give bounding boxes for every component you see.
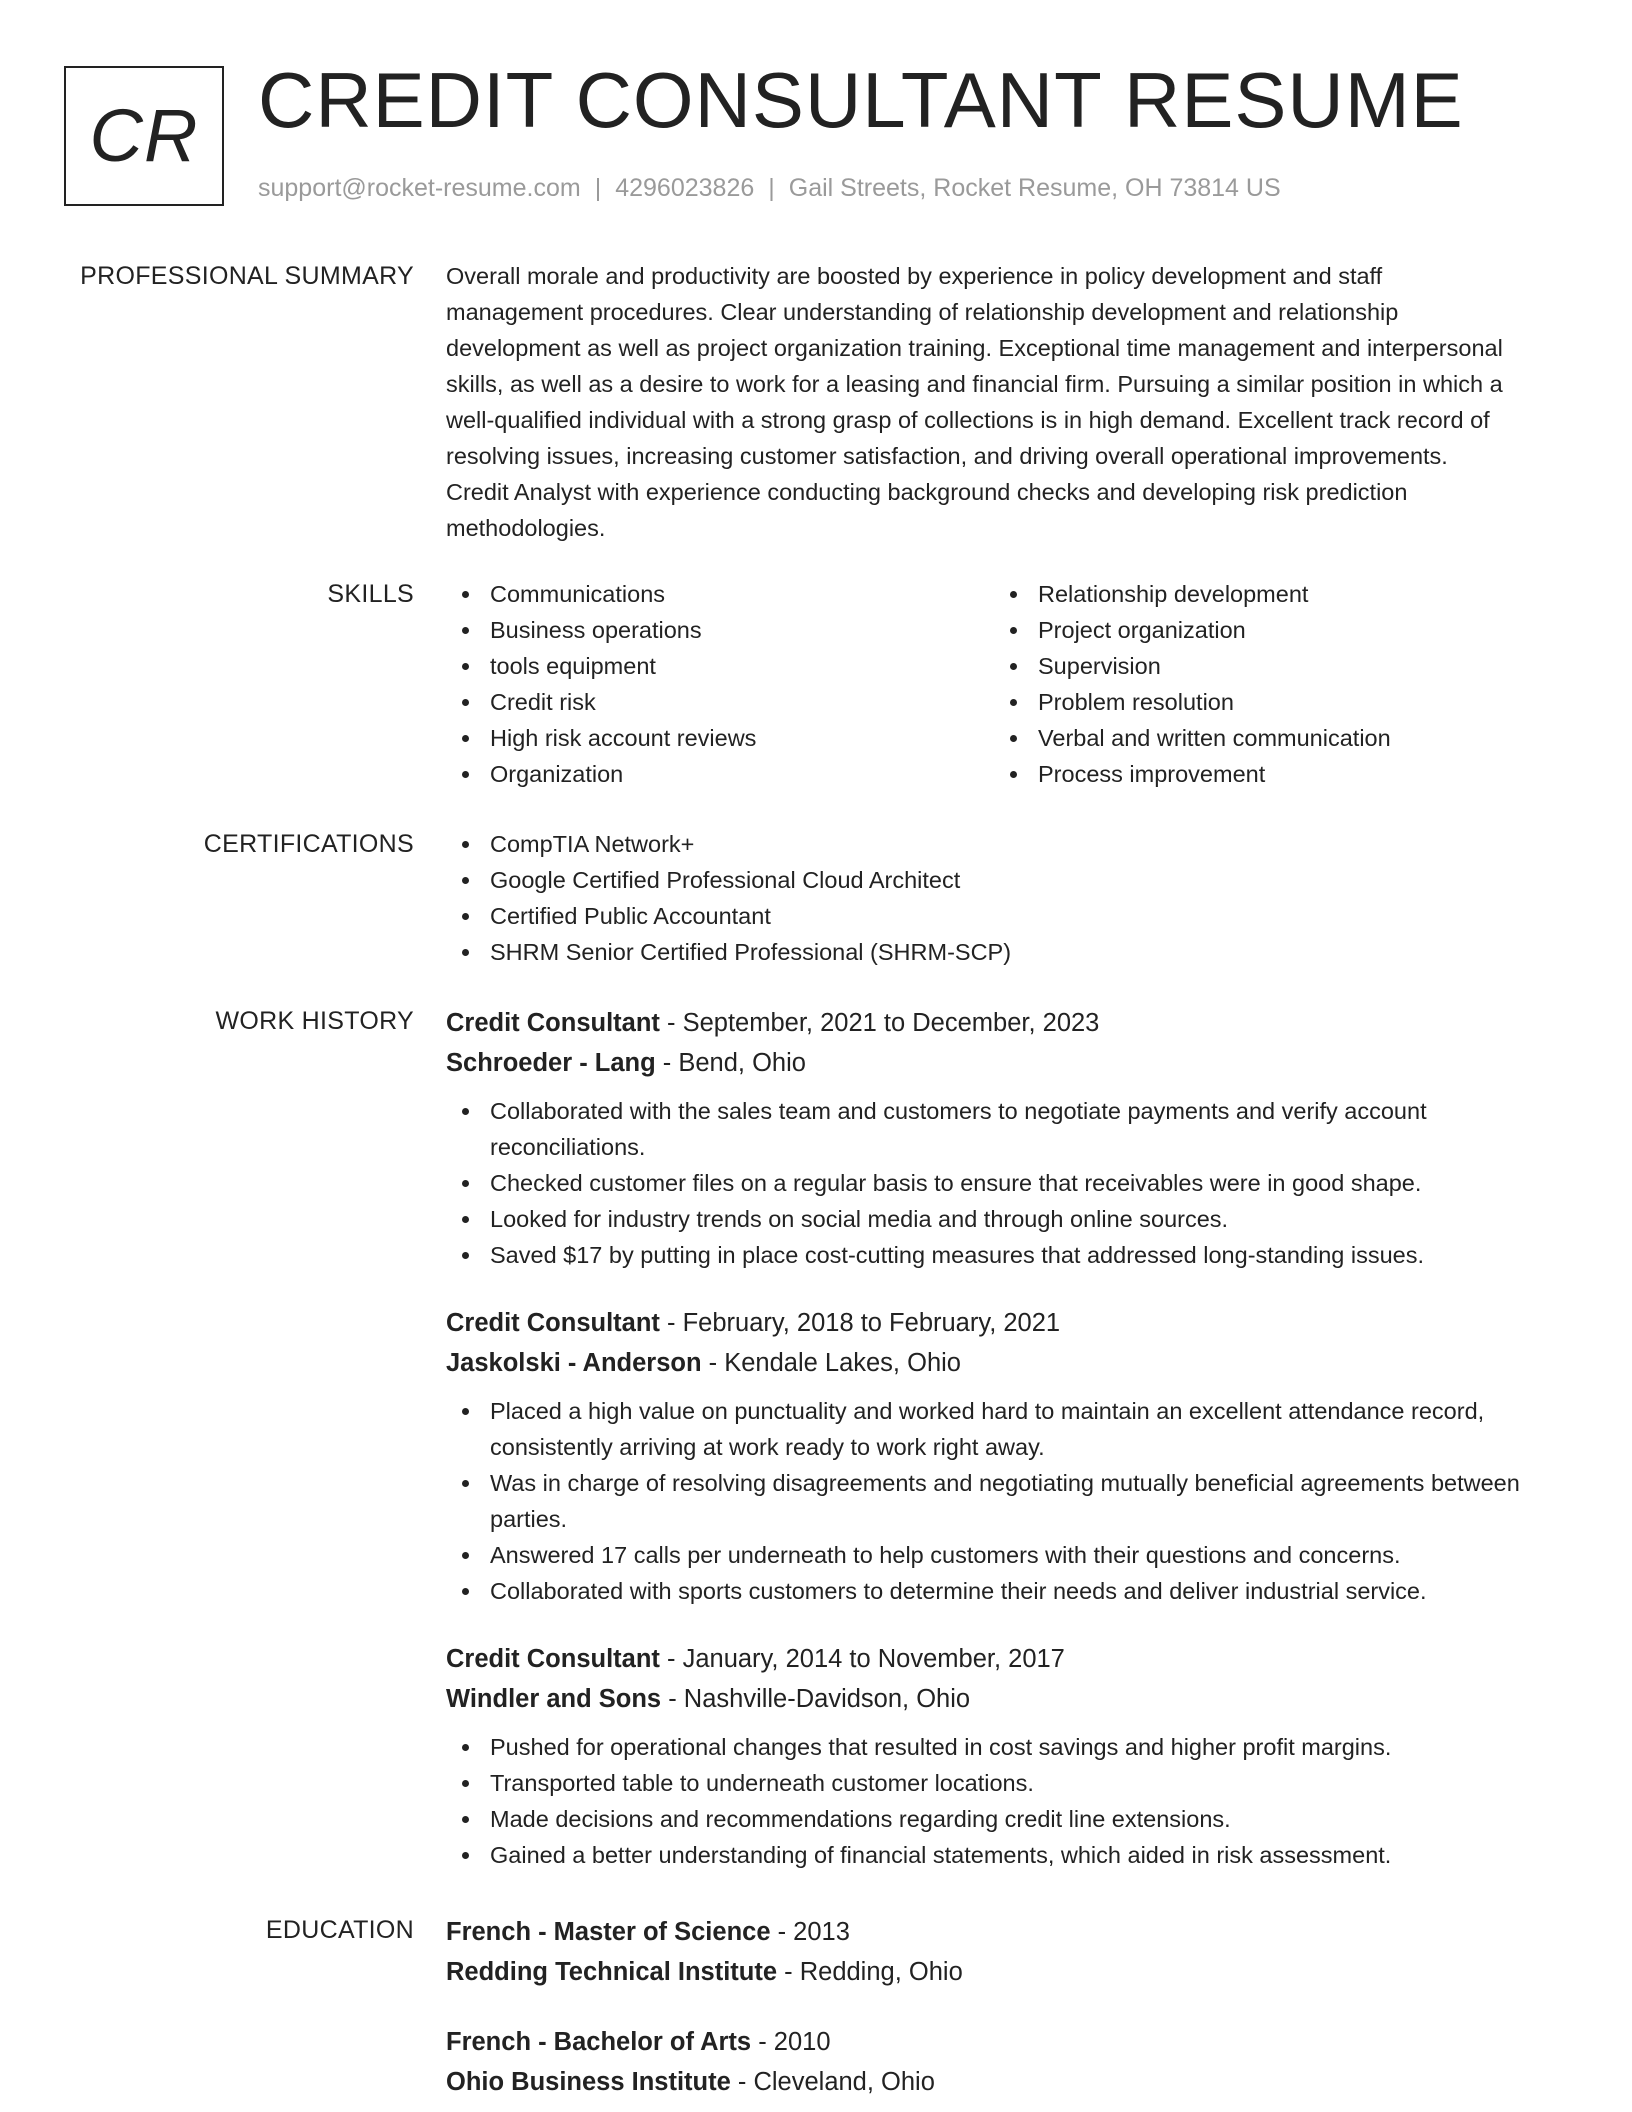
job-title-line bbox=[446, 1303, 1566, 1343]
education-school-line bbox=[446, 1952, 1546, 1992]
education-school-line bbox=[446, 2062, 1546, 2102]
list-item: Was in charge of resolving disagreements and negotiating mutually beneficial agreements between parties. bbox=[446, 1465, 1566, 1537]
list-item: Checked customer files on a regular basis to ensure that receivables were in good shape. bbox=[446, 1165, 1566, 1201]
job-title: Credit Consultant bbox=[446, 1645, 660, 1673]
job-company: Schroeder - Lang bbox=[446, 1049, 656, 1077]
education-degree-line bbox=[446, 1912, 1546, 1952]
certifications-list bbox=[446, 826, 1546, 970]
contact-email: support@rocket-resume.com bbox=[258, 174, 581, 202]
list-item: Placed a high value on punctuality and worked hard to maintain an excellent attendance record, consistently arriving at work ready to work right away. bbox=[446, 1393, 1566, 1465]
education-degree: French - Bachelor of Arts bbox=[446, 2028, 752, 2056]
job-bullets bbox=[446, 1093, 1566, 1273]
job-company-line bbox=[446, 1343, 1566, 1383]
job-dates: - February, 2018 to February, 2021 bbox=[659, 1309, 1061, 1337]
list-item: Gained a better understanding of financial statements, which aided in risk assessment. bbox=[446, 1837, 1566, 1873]
list-item: Collaborated with the sales team and customers to negotiate payments and verify account reconciliations. bbox=[446, 1093, 1566, 1165]
list-item: tools equipment bbox=[446, 648, 994, 684]
resume-title: CREDIT CONSULTANT RESUME bbox=[258, 56, 1464, 144]
monogram-logo bbox=[64, 66, 224, 206]
list-item: Business operations bbox=[446, 612, 994, 648]
education-location: - Cleveland, Ohio bbox=[730, 2068, 935, 2096]
contact-separator: | bbox=[768, 174, 775, 202]
list-item: Saved $17 by putting in place cost-cutting measures that addressed long-standing issues. bbox=[446, 1237, 1566, 1273]
list-item: Collaborated with sports customers to determine their needs and deliver industrial service. bbox=[446, 1573, 1566, 1609]
job-company-line bbox=[446, 1679, 1566, 1719]
job-bullets bbox=[446, 1729, 1566, 1873]
education-degree: French - Master of Science bbox=[446, 1918, 771, 1946]
section-label-certifications: CERTIFICATIONS bbox=[203, 830, 414, 858]
job-company: Jaskolski - Anderson bbox=[446, 1349, 702, 1377]
work-history-body bbox=[446, 1003, 1566, 1873]
skills-list-right bbox=[994, 576, 1542, 792]
list-item: Organization bbox=[446, 756, 994, 792]
section-label-summary: PROFESSIONAL SUMMARY bbox=[80, 262, 414, 290]
education-school: Redding Technical Institute bbox=[446, 1958, 778, 1986]
contact-phone: 4296023826 bbox=[615, 174, 755, 202]
list-item: Project organization bbox=[994, 612, 1542, 648]
section-label-education: EDUCATION bbox=[265, 1916, 414, 1944]
education-year: - 2013 bbox=[770, 1918, 850, 1946]
list-item: Supervision bbox=[994, 648, 1542, 684]
list-item: Looked for industry trends on social media and through online sources. bbox=[446, 1201, 1566, 1237]
contact-address: Gail Streets, Rocket Resume, OH 73814 US bbox=[788, 174, 1281, 202]
job-dates: - September, 2021 to December, 2023 bbox=[659, 1009, 1100, 1037]
education-year: - 2010 bbox=[751, 2028, 831, 2056]
job-title-line bbox=[446, 1003, 1566, 1043]
list-item: Relationship development bbox=[994, 576, 1542, 612]
job-entry bbox=[446, 1639, 1566, 1873]
education-location: - Redding, Ohio bbox=[777, 1958, 963, 1986]
job-location: - Nashville-Davidson, Ohio bbox=[661, 1685, 971, 1713]
list-item: Verbal and written communication bbox=[994, 720, 1542, 756]
summary-body bbox=[446, 258, 1516, 546]
education-school: Ohio Business Institute bbox=[446, 2068, 731, 2096]
list-item: Pushed for operational changes that resulted in cost savings and higher profit margins. bbox=[446, 1729, 1566, 1765]
job-entry bbox=[446, 1303, 1566, 1609]
list-item: Google Certified Professional Cloud Architect bbox=[446, 862, 1546, 898]
job-title: Credit Consultant bbox=[446, 1309, 660, 1337]
list-item: Process improvement bbox=[994, 756, 1542, 792]
contact-line bbox=[258, 174, 1281, 203]
job-location: - Kendale Lakes, Ohio bbox=[701, 1349, 961, 1377]
list-item: High risk account reviews bbox=[446, 720, 994, 756]
list-item: Problem resolution bbox=[994, 684, 1542, 720]
contact-separator: | bbox=[594, 174, 602, 202]
monogram-text: CR bbox=[89, 94, 199, 177]
job-title: Credit Consultant bbox=[446, 1009, 660, 1037]
list-item: CompTIA Network+ bbox=[446, 826, 1546, 862]
job-company-line bbox=[446, 1043, 1566, 1083]
skills-list-left bbox=[446, 576, 994, 792]
list-item: SHRM Senior Certified Professional (SHRM-SCP) bbox=[446, 934, 1546, 970]
job-company: Windler and Sons bbox=[446, 1685, 662, 1713]
education-body bbox=[446, 1912, 1546, 2102]
section-label-work-history: WORK HISTORY bbox=[215, 1007, 414, 1035]
job-title-line bbox=[446, 1639, 1566, 1679]
education-entry bbox=[446, 1912, 1546, 1992]
list-item: Communications bbox=[446, 576, 994, 612]
list-item: Made decisions and recommendations regarding credit line extensions. bbox=[446, 1801, 1566, 1837]
job-location: - Bend, Ohio bbox=[655, 1049, 806, 1077]
education-entry bbox=[446, 2022, 1546, 2102]
education-degree-line bbox=[446, 2022, 1546, 2062]
list-item: Certified Public Accountant bbox=[446, 898, 1546, 934]
job-bullets bbox=[446, 1393, 1566, 1609]
job-dates: - January, 2014 to November, 2017 bbox=[659, 1645, 1065, 1673]
skills-body bbox=[446, 576, 1546, 792]
section-label-skills: SKILLS bbox=[327, 580, 414, 608]
list-item: Transported table to underneath customer locations. bbox=[446, 1765, 1566, 1801]
summary-text: Overall morale and productivity are boosted by experience in policy development and staff management procedures. Clear understanding of relationship development and relationship development as well as project organization training. Exceptional time management and interpersonal skills, as well as a desire to work for a leasing and financial firm. Pursuing a similar position in which a well-qualified individual with a strong grasp of collections is in high demand. Excellent track record of resolving issues, increasing customer satisfaction, and driving overall operational improvements. Credit Analyst with experience conducting background checks and developing risk prediction methodologies. bbox=[446, 263, 1503, 541]
job-entry bbox=[446, 1003, 1566, 1273]
list-item: Answered 17 calls per underneath to help customers with their questions and concerns. bbox=[446, 1537, 1566, 1573]
list-item: Credit risk bbox=[446, 684, 994, 720]
certifications-body bbox=[446, 826, 1546, 970]
